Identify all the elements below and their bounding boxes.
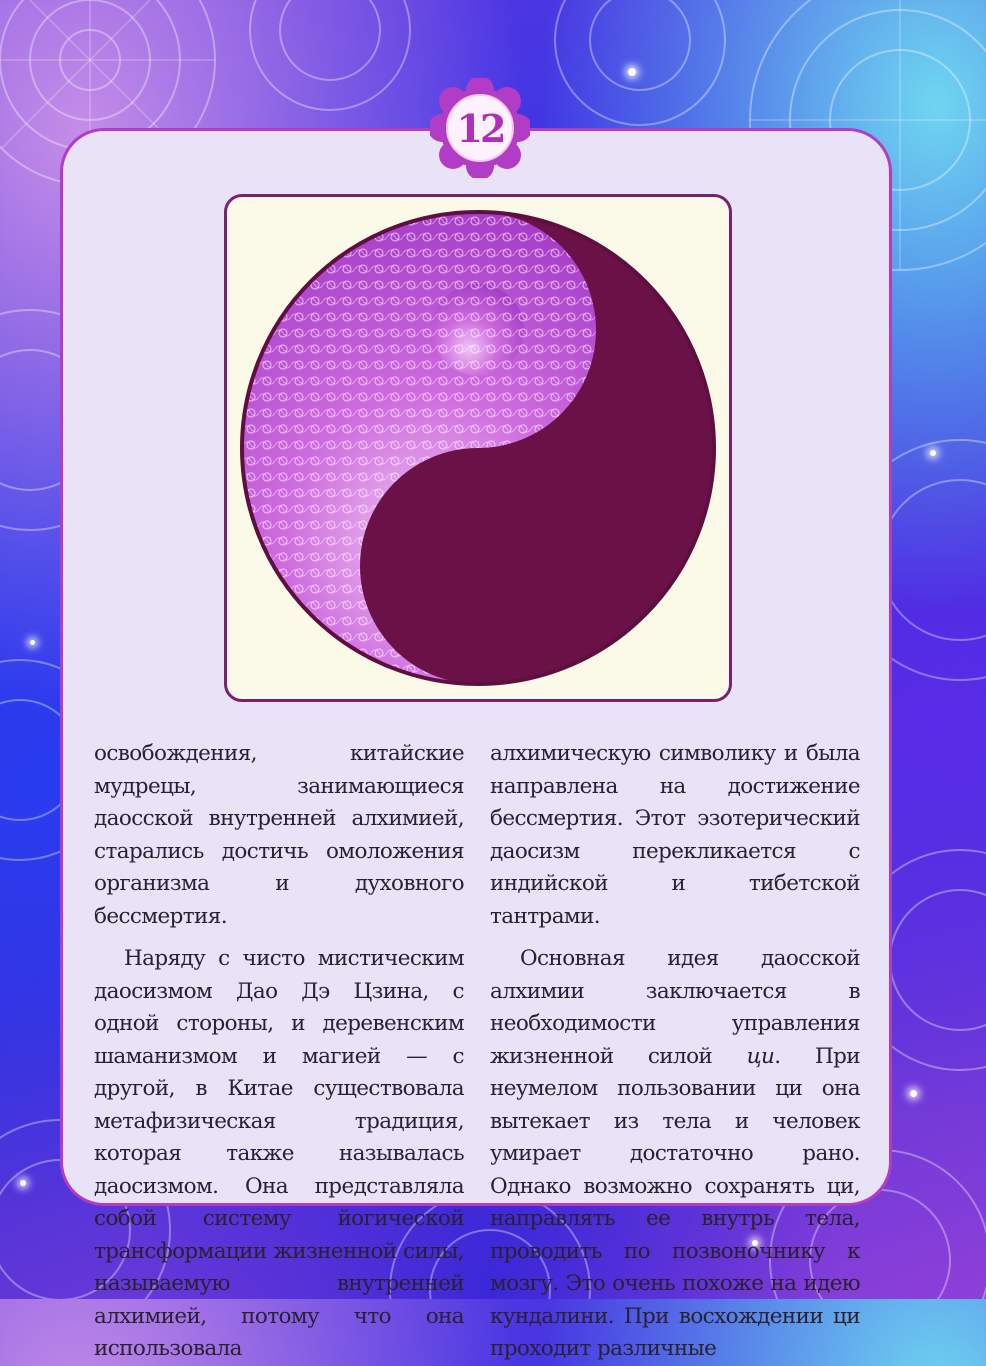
yin-yang-icon	[227, 197, 729, 699]
paragraph: Наряду с чисто мистическим даосизмом Дао Дэ Цзина, с одной стороны, и деревенским шаманизмом и магией — с другой, в Китае существовала метафизическая традиция, которая также называлась даосизмом. Она представляла собой систему йогической трансформации жизненной силы, называемую внутренней алхимией, потому что она использовала	[94, 946, 464, 1361]
paragraph: освобождения, китайские мудрецы, занимающиеся даосской внутренней алхимией, старались достичь омоложения организма и духовного бессмертия.	[94, 741, 464, 929]
sparkle	[910, 1090, 917, 1097]
text-column-left	[94, 738, 464, 1366]
paragraph-text: Основная идея даосской алхимии заключается в необходимости управления жизненной силой	[490, 946, 860, 1069]
term-qi: ци	[746, 1043, 775, 1069]
sparkle	[628, 68, 636, 76]
text-column-right	[490, 738, 860, 1366]
sparkle	[20, 1180, 26, 1186]
paragraph	[490, 943, 860, 1366]
sparkle	[30, 640, 35, 645]
yin-yang-illustration	[224, 194, 732, 702]
paragraph-text: . При неумелом пользовании ци она вытекает из тела и человек умирает достаточно рано. Однако возможно сохранять ци, направлять ее внутрь тела, проводить по позвоночнику к мозгу. Это очень похоже на идею кундалини. При восхождении ци проходит различные	[490, 1043, 861, 1361]
page-number-badge	[430, 78, 530, 178]
page-number: 12	[456, 105, 504, 151]
paragraph: алхимическую символику и была направлена на достижение бессмертия. Этот эзотерический даосизм перекликается с индийской и тибетской тантрами.	[490, 741, 860, 929]
sparkle	[930, 450, 936, 456]
